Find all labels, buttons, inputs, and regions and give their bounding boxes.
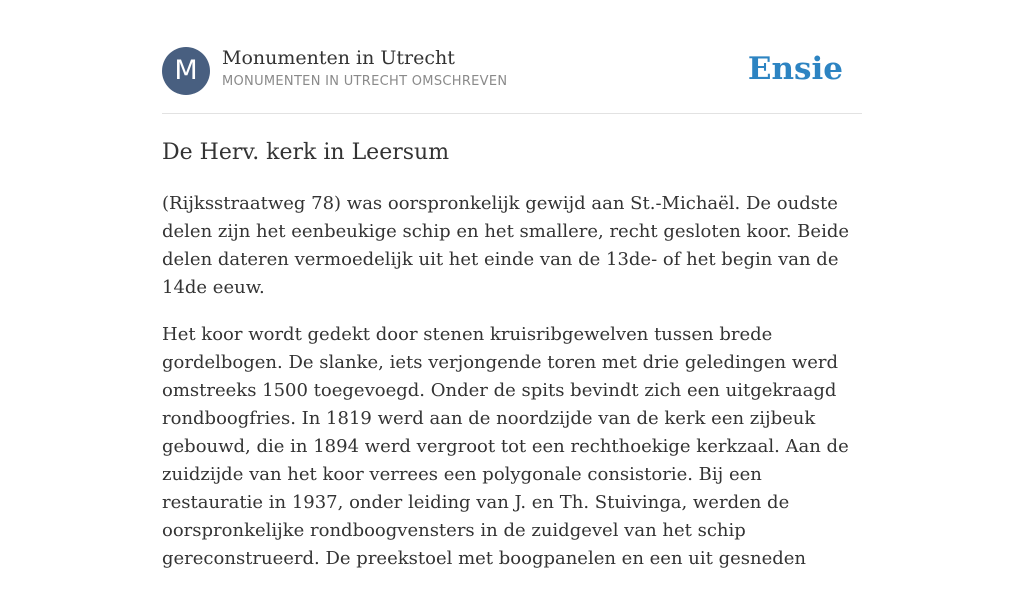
- article-paragraph: Het koor wordt gedekt door stenen kruisribgewelven tussen brede gordelbogen. De slanke, iets verjongende toren met drie geledingen werd omstreeks 1500 toegevoegd. Onder de spits bevindt zich een uitgekraagd rondboogfries. In 1819 werd aan de noordzijde van de kerk een zijbeuk gebouwd, die in 1894 werd vergroot tot een rechthoekige kerkzaal. Aan de zuidzijde van het koor verrees een polygonale consistorie. Bij een restauratie in 1937, onder leiding van J. en Th. Stuivinga, werden de oorspronkelijke rondboogvensters in de zuidgevel van het schip gereconstrueerd. De preekstoel met boogpanelen en een uit gesneden: [162, 324, 849, 569]
- article-body: [162, 190, 862, 592]
- article-paragraph: (Rijksstraatweg 78) was oorspronkelijk gewijd aan St.-Michaël. De oudste delen zijn het eenbeukige schip en het smallere, recht gesloten koor. Beide delen dateren vermoedelijk uit het einde van de 13de- of het begin van de 14de eeuw.: [162, 193, 849, 298]
- ensie-logo[interactable]: Ensie: [747, 51, 843, 87]
- site-subtitle: MONUMENTEN IN UTRECHT OMSCHREVEN: [222, 74, 508, 89]
- page: [162, 0, 862, 569]
- site-title[interactable]: Monumenten in Utrecht: [222, 47, 455, 69]
- article-title: De Herv. kerk in Leersum: [162, 140, 450, 165]
- avatar[interactable]: M: [162, 47, 210, 95]
- site-header: [162, 0, 862, 114]
